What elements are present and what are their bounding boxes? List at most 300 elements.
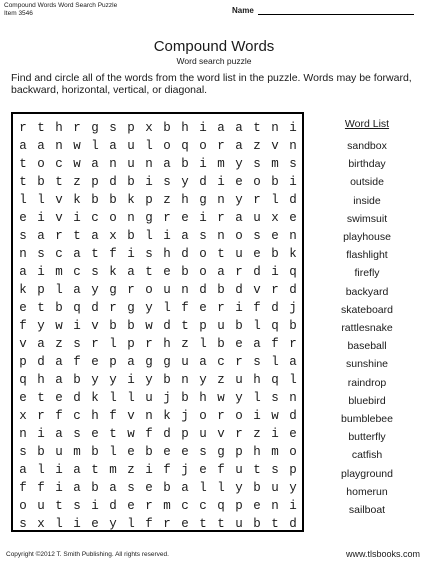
grid-letter[interactable]: x xyxy=(145,121,153,135)
grid-letter[interactable]: e xyxy=(181,517,189,531)
grid-letter[interactable]: a xyxy=(37,229,45,243)
grid-letter[interactable]: h xyxy=(181,121,189,135)
grid-letter[interactable]: l xyxy=(145,229,153,243)
grid-letter[interactable]: a xyxy=(253,337,261,351)
grid-letter[interactable]: e xyxy=(181,211,189,225)
grid-letter[interactable]: j xyxy=(181,409,189,423)
grid-letter[interactable]: z xyxy=(253,427,261,441)
grid-letter[interactable]: b xyxy=(181,265,189,279)
grid-letter[interactable]: r xyxy=(253,193,261,207)
grid-letter[interactable]: s xyxy=(163,175,171,189)
grid-letter[interactable]: i xyxy=(289,175,297,189)
grid-letter[interactable]: o xyxy=(37,157,45,171)
grid-letter[interactable]: p xyxy=(289,463,297,477)
grid-letter[interactable]: i xyxy=(271,265,279,279)
grid-letter[interactable]: h xyxy=(37,373,45,387)
grid-letter[interactable]: t xyxy=(37,121,45,135)
grid-letter[interactable]: o xyxy=(253,175,261,189)
grid-letter[interactable]: e xyxy=(253,499,261,513)
grid-letter[interactable]: y xyxy=(235,193,243,207)
grid-letter[interactable]: i xyxy=(145,463,153,477)
grid-letter[interactable]: p xyxy=(37,283,45,297)
grid-letter[interactable]: r xyxy=(217,301,225,315)
grid-letter[interactable]: q xyxy=(289,265,297,279)
grid-letter[interactable]: o xyxy=(235,229,243,243)
grid-letter[interactable]: n xyxy=(109,157,117,171)
grid-letter[interactable]: l xyxy=(37,193,45,207)
grid-letter[interactable]: r xyxy=(109,301,117,315)
grid-letter[interactable]: a xyxy=(19,463,27,477)
grid-letter[interactable]: r xyxy=(163,517,171,531)
grid-letter[interactable]: p xyxy=(19,355,27,369)
grid-letter[interactable]: z xyxy=(253,139,261,153)
grid-letter[interactable]: b xyxy=(235,319,243,333)
grid-letter[interactable]: t xyxy=(19,175,27,189)
grid-letter[interactable]: l xyxy=(217,481,225,495)
grid-letter[interactable]: b xyxy=(271,247,279,261)
grid-letter[interactable]: t xyxy=(19,157,27,171)
grid-letter[interactable]: t xyxy=(253,463,261,477)
grid-letter[interactable]: b xyxy=(109,319,117,333)
grid-letter[interactable]: b xyxy=(91,445,99,459)
grid-letter[interactable]: g xyxy=(145,355,153,369)
grid-letter[interactable]: l xyxy=(19,193,27,207)
grid-letter[interactable]: y xyxy=(289,481,297,495)
grid-letter[interactable]: a xyxy=(73,247,81,261)
grid-letter[interactable]: u xyxy=(235,247,243,261)
grid-letter[interactable]: o xyxy=(289,445,297,459)
grid-letter[interactable]: s xyxy=(253,229,261,243)
grid-letter[interactable]: b xyxy=(91,193,99,207)
grid-letter[interactable]: r xyxy=(217,139,225,153)
grid-letter[interactable]: g xyxy=(109,283,117,297)
grid-letter[interactable]: n xyxy=(289,229,297,243)
grid-letter[interactable]: l xyxy=(163,301,171,315)
grid-letter[interactable]: i xyxy=(199,121,207,135)
grid-letter[interactable]: e xyxy=(145,481,153,495)
grid-letter[interactable]: a xyxy=(73,463,81,477)
grid-letter[interactable]: t xyxy=(55,499,63,513)
grid-letter[interactable]: z xyxy=(127,463,135,477)
grid-letter[interactable]: g xyxy=(163,355,171,369)
grid-letter[interactable]: r xyxy=(217,409,225,423)
grid-letter[interactable]: l xyxy=(109,337,117,351)
grid-letter[interactable]: l xyxy=(271,193,279,207)
grid-letter[interactable]: m xyxy=(55,265,63,279)
grid-letter[interactable]: c xyxy=(73,409,81,423)
grid-letter[interactable]: m xyxy=(271,157,279,171)
grid-letter[interactable]: p xyxy=(109,355,117,369)
grid-letter[interactable]: o xyxy=(199,265,207,279)
grid-letter[interactable]: l xyxy=(199,337,207,351)
grid-letter[interactable]: e xyxy=(199,463,207,477)
grid-letter[interactable]: e xyxy=(55,391,63,405)
grid-letter[interactable]: v xyxy=(91,319,99,333)
grid-letter[interactable]: i xyxy=(289,121,297,135)
grid-letter[interactable]: a xyxy=(19,139,27,153)
grid-letter[interactable]: r xyxy=(235,355,243,369)
grid-letter[interactable]: o xyxy=(19,499,27,513)
grid-letter[interactable]: e xyxy=(181,445,189,459)
grid-letter[interactable]: b xyxy=(163,481,171,495)
grid-letter[interactable]: c xyxy=(55,157,63,171)
grid-letter[interactable]: f xyxy=(19,481,27,495)
grid-letter[interactable]: r xyxy=(37,409,45,423)
grid-letter[interactable]: q xyxy=(217,499,225,513)
grid-letter[interactable]: d xyxy=(289,517,297,531)
grid-letter[interactable]: a xyxy=(217,265,225,279)
grid-letter[interactable]: w xyxy=(145,319,153,333)
grid-letter[interactable]: v xyxy=(55,211,63,225)
grid-letter[interactable]: k xyxy=(73,193,81,207)
grid-letter[interactable]: u xyxy=(253,211,261,225)
grid-letter[interactable]: i xyxy=(73,211,81,225)
grid-letter[interactable]: u xyxy=(181,355,189,369)
grid-letter[interactable]: d xyxy=(109,499,117,513)
grid-letter[interactable]: r xyxy=(271,283,279,297)
grid-letter[interactable]: v xyxy=(217,427,225,441)
grid-letter[interactable]: i xyxy=(91,499,99,513)
grid-letter[interactable]: u xyxy=(163,283,171,297)
grid-letter[interactable]: b xyxy=(127,229,135,243)
grid-letter[interactable]: x xyxy=(19,409,27,423)
grid-letter[interactable]: y xyxy=(91,283,99,297)
grid-letter[interactable]: s xyxy=(19,517,27,531)
grid-letter[interactable]: y xyxy=(235,157,243,171)
grid-letter[interactable]: a xyxy=(73,481,81,495)
grid-letter[interactable]: a xyxy=(235,121,243,135)
grid-letter[interactable]: f xyxy=(253,301,261,315)
grid-letter[interactable]: u xyxy=(217,319,225,333)
grid-letter[interactable]: g xyxy=(145,211,153,225)
grid-letter[interactable]: k xyxy=(289,247,297,261)
grid-letter[interactable]: t xyxy=(253,121,261,135)
grid-letter[interactable]: a xyxy=(91,157,99,171)
grid-letter[interactable]: i xyxy=(73,319,81,333)
grid-letter[interactable]: k xyxy=(109,265,117,279)
grid-letter[interactable]: l xyxy=(127,391,135,405)
grid-letter[interactable]: r xyxy=(55,229,63,243)
grid-letter[interactable]: w xyxy=(73,157,81,171)
grid-letter[interactable]: e xyxy=(271,229,279,243)
grid-letter[interactable]: b xyxy=(181,391,189,405)
grid-letter[interactable]: f xyxy=(163,463,171,477)
grid-letter[interactable]: s xyxy=(127,481,135,495)
grid-letter[interactable]: r xyxy=(235,427,243,441)
grid-letter[interactable]: a xyxy=(181,229,189,243)
grid-letter[interactable]: y xyxy=(37,319,45,333)
grid-letter[interactable]: f xyxy=(73,355,81,369)
grid-letter[interactable]: l xyxy=(289,373,297,387)
grid-letter[interactable]: o xyxy=(145,283,153,297)
grid-letter[interactable]: y xyxy=(91,373,99,387)
grid-letter[interactable]: m xyxy=(109,463,117,477)
grid-letter[interactable]: v xyxy=(127,409,135,423)
grid-letter[interactable]: a xyxy=(55,373,63,387)
grid-letter[interactable]: b xyxy=(145,445,153,459)
grid-letter[interactable]: d xyxy=(199,175,207,189)
grid-letter[interactable]: n xyxy=(217,193,225,207)
grid-letter[interactable]: k xyxy=(91,391,99,405)
grid-letter[interactable]: i xyxy=(37,427,45,441)
grid-letter[interactable]: c xyxy=(199,499,207,513)
grid-letter[interactable]: w xyxy=(271,409,279,423)
grid-letter[interactable]: b xyxy=(163,121,171,135)
grid-letter[interactable]: y xyxy=(181,175,189,189)
grid-letter[interactable]: w xyxy=(217,391,225,405)
grid-letter[interactable]: l xyxy=(271,355,279,369)
grid-letter[interactable]: l xyxy=(253,391,261,405)
grid-letter[interactable]: b xyxy=(37,445,45,459)
grid-letter[interactable]: r xyxy=(163,211,171,225)
grid-letter[interactable]: a xyxy=(109,139,117,153)
grid-letter[interactable]: y xyxy=(109,517,117,531)
grid-letter[interactable]: b xyxy=(91,481,99,495)
grid-letter[interactable]: o xyxy=(199,247,207,261)
grid-letter[interactable]: r xyxy=(289,337,297,351)
grid-letter[interactable]: f xyxy=(55,409,63,423)
grid-letter[interactable]: d xyxy=(253,265,261,279)
grid-letter[interactable]: e xyxy=(289,427,297,441)
grid-letter[interactable]: l xyxy=(145,139,153,153)
grid-letter[interactable]: a xyxy=(235,139,243,153)
grid-letter[interactable]: n xyxy=(181,283,189,297)
grid-letter[interactable]: f xyxy=(145,427,153,441)
grid-letter[interactable]: g xyxy=(217,445,225,459)
grid-letter[interactable]: f xyxy=(109,409,117,423)
grid-letter[interactable]: l xyxy=(127,517,135,531)
grid-letter[interactable]: e xyxy=(19,391,27,405)
grid-letter[interactable]: z xyxy=(73,175,81,189)
grid-letter[interactable]: t xyxy=(109,427,117,441)
grid-letter[interactable]: q xyxy=(73,301,81,315)
grid-letter[interactable]: b xyxy=(289,319,297,333)
grid-letter[interactable]: d xyxy=(109,175,117,189)
grid-letter[interactable]: a xyxy=(37,337,45,351)
grid-letter[interactable]: d xyxy=(289,193,297,207)
grid-letter[interactable]: b xyxy=(217,337,225,351)
grid-letter[interactable]: t xyxy=(181,319,189,333)
grid-letter[interactable]: p xyxy=(181,427,189,441)
grid-letter[interactable]: u xyxy=(235,373,243,387)
grid-letter[interactable]: f xyxy=(37,481,45,495)
grid-letter[interactable]: h xyxy=(91,409,99,423)
grid-letter[interactable]: t xyxy=(199,517,207,531)
grid-letter[interactable]: v xyxy=(253,283,261,297)
grid-letter[interactable]: i xyxy=(73,517,81,531)
grid-letter[interactable]: x xyxy=(37,517,45,531)
grid-letter[interactable]: e xyxy=(127,499,135,513)
grid-letter[interactable]: p xyxy=(235,499,243,513)
grid-letter[interactable]: s xyxy=(199,229,207,243)
grid-letter[interactable]: e xyxy=(253,247,261,261)
grid-letter[interactable]: i xyxy=(235,301,243,315)
grid-letter[interactable]: s xyxy=(289,157,297,171)
grid-letter[interactable]: r xyxy=(145,337,153,351)
grid-letter[interactable]: m xyxy=(163,499,171,513)
grid-letter[interactable]: o xyxy=(163,139,171,153)
grid-letter[interactable]: i xyxy=(199,157,207,171)
grid-letter[interactable]: r xyxy=(73,121,81,135)
grid-letter[interactable]: a xyxy=(91,229,99,243)
grid-letter[interactable]: i xyxy=(37,265,45,279)
grid-letter[interactable]: m xyxy=(217,157,225,171)
grid-letter[interactable]: m xyxy=(73,445,81,459)
grid-letter[interactable]: x xyxy=(271,211,279,225)
grid-letter[interactable]: d xyxy=(235,283,243,297)
grid-letter[interactable]: s xyxy=(19,229,27,243)
grid-letter[interactable]: j xyxy=(181,463,189,477)
grid-letter[interactable]: p xyxy=(91,175,99,189)
grid-letter[interactable]: b xyxy=(253,481,261,495)
grid-letter[interactable]: f xyxy=(181,301,189,315)
grid-letter[interactable]: v xyxy=(55,193,63,207)
grid-letter[interactable]: s xyxy=(199,445,207,459)
grid-letter[interactable]: c xyxy=(181,499,189,513)
grid-letter[interactable]: s xyxy=(73,337,81,351)
grid-letter[interactable]: h xyxy=(181,193,189,207)
grid-letter[interactable]: i xyxy=(127,373,135,387)
grid-letter[interactable]: a xyxy=(181,481,189,495)
grid-letter[interactable]: l xyxy=(109,391,117,405)
grid-letter[interactable]: a xyxy=(37,139,45,153)
grid-letter[interactable]: s xyxy=(109,121,117,135)
grid-letter[interactable]: b xyxy=(181,157,189,171)
grid-letter[interactable]: b xyxy=(217,283,225,297)
grid-letter[interactable]: a xyxy=(199,355,207,369)
grid-letter[interactable]: i xyxy=(163,229,171,243)
grid-letter[interactable]: a xyxy=(235,211,243,225)
grid-letter[interactable]: i xyxy=(253,409,261,423)
grid-letter[interactable]: i xyxy=(37,211,45,225)
grid-letter[interactable]: b xyxy=(73,373,81,387)
grid-letter[interactable]: a xyxy=(217,121,225,135)
grid-letter[interactable]: q xyxy=(181,139,189,153)
grid-letter[interactable]: h xyxy=(253,373,261,387)
grid-letter[interactable]: n xyxy=(181,373,189,387)
grid-letter[interactable]: c xyxy=(55,247,63,261)
grid-letter[interactable]: e xyxy=(19,301,27,315)
grid-letter[interactable]: u xyxy=(235,463,243,477)
grid-letter[interactable]: g xyxy=(91,121,99,135)
grid-letter[interactable]: u xyxy=(235,517,243,531)
grid-letter[interactable]: a xyxy=(127,265,135,279)
grid-letter[interactable]: r xyxy=(127,283,135,297)
grid-letter[interactable]: a xyxy=(163,157,171,171)
grid-letter[interactable]: t xyxy=(55,175,63,189)
grid-letter[interactable]: l xyxy=(37,463,45,477)
grid-letter[interactable]: k xyxy=(127,193,135,207)
grid-letter[interactable]: q xyxy=(271,373,279,387)
grid-letter[interactable]: z xyxy=(181,337,189,351)
grid-letter[interactable]: p xyxy=(127,337,135,351)
grid-letter[interactable]: s xyxy=(271,463,279,477)
grid-letter[interactable]: i xyxy=(271,427,279,441)
grid-letter[interactable]: b xyxy=(127,175,135,189)
grid-letter[interactable]: d xyxy=(37,355,45,369)
grid-letter[interactable]: u xyxy=(127,139,135,153)
grid-letter[interactable]: u xyxy=(271,481,279,495)
grid-letter[interactable]: b xyxy=(253,517,261,531)
grid-letter[interactable]: i xyxy=(55,463,63,477)
grid-letter[interactable]: a xyxy=(55,427,63,441)
grid-letter[interactable]: i xyxy=(145,175,153,189)
grid-letter[interactable]: y xyxy=(145,373,153,387)
grid-letter[interactable]: f xyxy=(217,463,225,477)
grid-letter[interactable]: r xyxy=(145,499,153,513)
grid-letter[interactable]: d xyxy=(91,301,99,315)
grid-letter[interactable]: e xyxy=(289,211,297,225)
grid-letter[interactable]: b xyxy=(271,175,279,189)
grid-letter[interactable]: o xyxy=(109,211,117,225)
grid-letter[interactable]: h xyxy=(253,445,261,459)
grid-letter[interactable]: e xyxy=(91,427,99,441)
grid-letter[interactable]: d xyxy=(181,247,189,261)
grid-letter[interactable]: a xyxy=(109,481,117,495)
grid-letter[interactable]: e xyxy=(163,445,171,459)
grid-letter[interactable]: i xyxy=(127,247,135,261)
grid-letter[interactable]: z xyxy=(217,373,225,387)
grid-letter[interactable]: q xyxy=(19,373,27,387)
grid-letter[interactable]: s xyxy=(253,355,261,369)
grid-letter[interactable]: t xyxy=(217,247,225,261)
grid-letter[interactable]: d xyxy=(289,283,297,297)
grid-letter[interactable]: u xyxy=(127,157,135,171)
grid-letter[interactable]: b xyxy=(37,175,45,189)
grid-letter[interactable]: y xyxy=(145,301,153,315)
grid-letter[interactable]: a xyxy=(19,265,27,279)
grid-letter[interactable]: i xyxy=(55,481,63,495)
grid-letter[interactable]: x xyxy=(109,229,117,243)
grid-letter[interactable]: c xyxy=(217,355,225,369)
grid-letter[interactable]: t xyxy=(271,517,279,531)
grid-letter[interactable]: y xyxy=(235,481,243,495)
grid-letter[interactable]: r xyxy=(91,337,99,351)
grid-letter[interactable]: h xyxy=(199,391,207,405)
grid-letter[interactable]: a xyxy=(127,355,135,369)
grid-letter[interactable]: a xyxy=(289,355,297,369)
grid-letter[interactable]: e xyxy=(19,211,27,225)
grid-letter[interactable]: l xyxy=(55,517,63,531)
grid-letter[interactable]: b xyxy=(55,301,63,315)
grid-letter[interactable]: e xyxy=(235,175,243,189)
grid-letter[interactable]: k xyxy=(19,283,27,297)
grid-letter[interactable]: f xyxy=(109,247,117,261)
grid-letter[interactable]: r xyxy=(19,121,27,135)
grid-letter[interactable]: r xyxy=(235,265,243,279)
grid-letter[interactable]: l xyxy=(55,283,63,297)
grid-letter[interactable]: e xyxy=(199,301,207,315)
grid-letter[interactable]: j xyxy=(163,391,171,405)
grid-letter[interactable]: c xyxy=(91,211,99,225)
grid-letter[interactable]: e xyxy=(91,517,99,531)
grid-letter[interactable]: p xyxy=(127,121,135,135)
grid-letter[interactable]: t xyxy=(73,229,81,243)
grid-letter[interactable]: e xyxy=(91,355,99,369)
grid-letter[interactable]: l xyxy=(253,319,261,333)
grid-letter[interactable]: n xyxy=(55,139,63,153)
grid-letter[interactable]: f xyxy=(19,319,27,333)
grid-letter[interactable]: l xyxy=(199,481,207,495)
grid-letter[interactable]: w xyxy=(73,139,81,153)
grid-letter[interactable]: o xyxy=(235,409,243,423)
grid-letter[interactable]: d xyxy=(289,409,297,423)
grid-letter[interactable]: n xyxy=(289,139,297,153)
grid-letter[interactable]: k xyxy=(163,409,171,423)
grid-letter[interactable]: u xyxy=(37,499,45,513)
grid-letter[interactable]: s xyxy=(145,247,153,261)
grid-letter[interactable]: s xyxy=(271,391,279,405)
